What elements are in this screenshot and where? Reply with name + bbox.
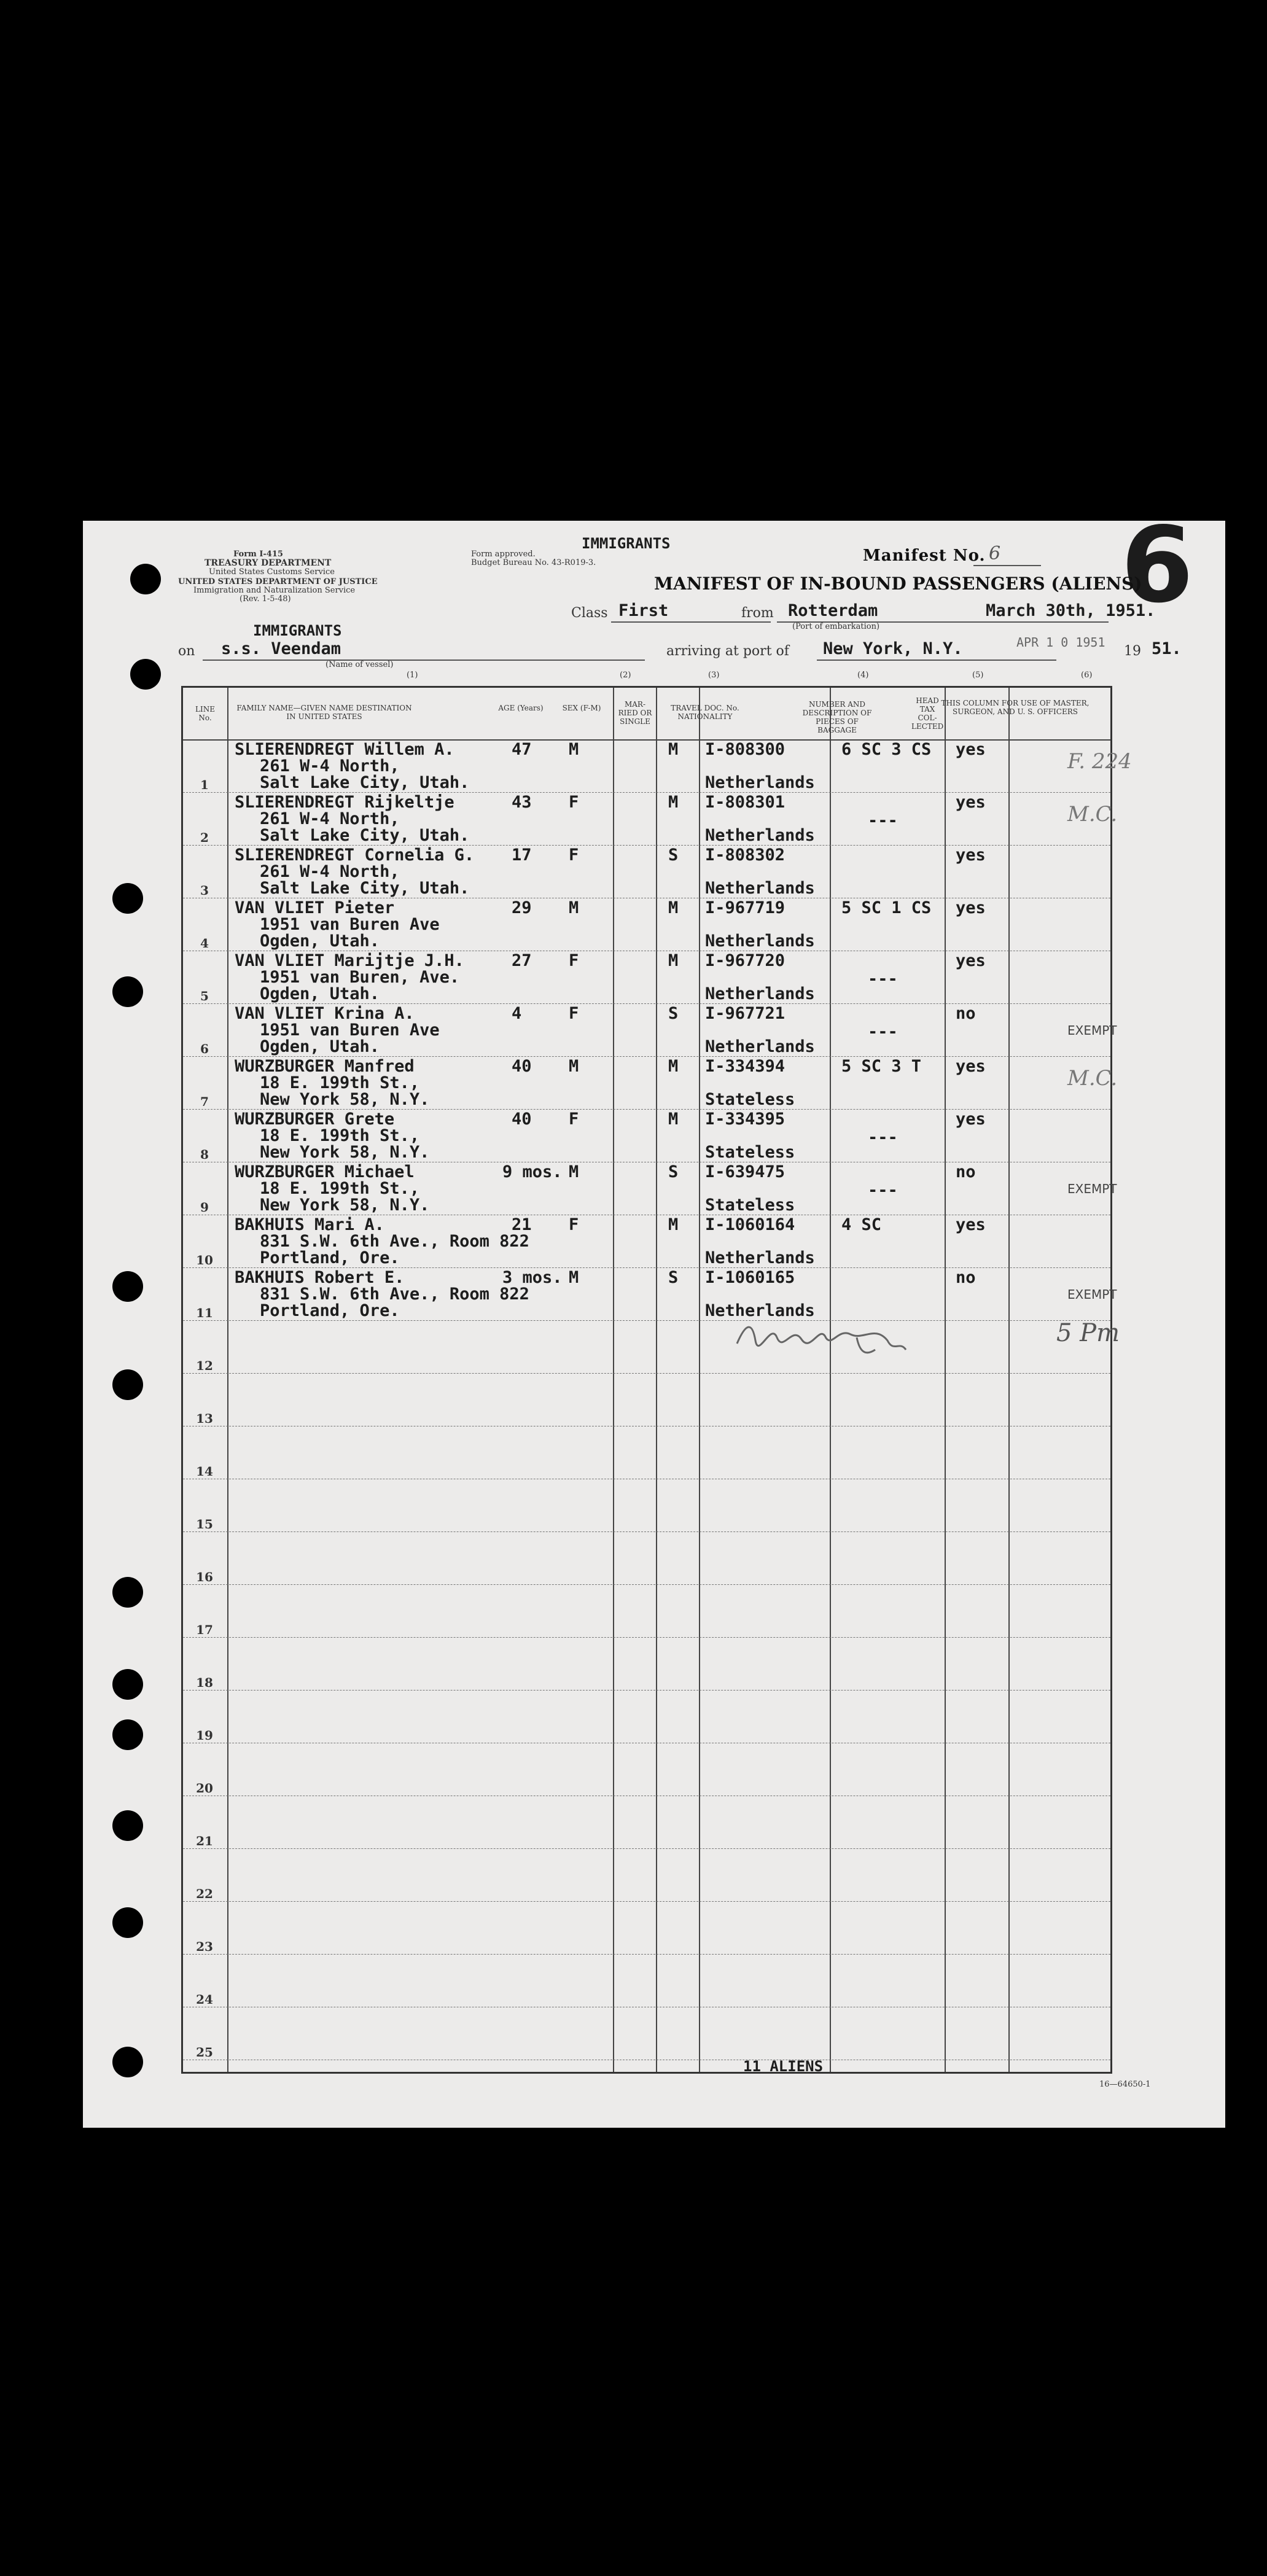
marital-status: S [668,1162,679,1181]
address-line-1: 831 S.W. 6th Ave., Room 822 [260,1285,529,1304]
immigrants-stamp-top: IMMIGRANTS [582,535,671,552]
address-line-2: New York 58, N.Y. [260,1143,430,1162]
header-officers: THIS COLUMN FOR USE OF MASTER, SURGEON, AND U. S. OFFICERS [941,699,1090,716]
address-line-1: 261 W-4 North, [260,757,400,776]
head-tax: yes [956,1215,986,1234]
address-line-2: Ogden, Utah. [260,1037,380,1056]
head-tax: yes [956,1057,986,1076]
marital-status: M [668,1215,679,1234]
address-line-1: 261 W-4 North, [260,862,400,881]
vessel-name: s.s. Veendam [221,639,341,658]
nationality: Netherlands [705,826,815,845]
from-value: Rotterdam [788,601,878,620]
header-baggage: NUMBER AND DESCRIPTION OF PIECES OF BAGGAGE [802,700,872,734]
line-number: 23 [196,1939,213,1954]
line-number: 2 [200,830,209,845]
address-line-1: 261 W-4 North, [260,809,400,828]
passenger-name: BAKHUIS Mari A. [235,1215,384,1234]
row-divider [183,1848,1110,1849]
head-tax: yes [956,951,986,970]
passenger-age: 9 mos. [502,1162,563,1181]
travel-doc-number: I-1060164 [705,1215,795,1234]
line-number: 21 [196,1834,213,1848]
marital-status: S [668,1004,679,1023]
budget-bureau: Budget Bureau No. 43-R019-3. [471,558,596,567]
total-aliens: 11 ALIENS [743,2058,824,2075]
travel-doc-number: I-334395 [705,1110,786,1129]
manifest-number: 6 [989,543,1001,564]
travel-doc-number: I-639475 [705,1162,786,1181]
head-tax: yes [956,793,986,812]
punch-hole [112,1577,143,1608]
travel-doc-number: I-967719 [705,898,786,917]
address-line-2: Portland, Ore. [260,1248,400,1267]
officer-note: M.C. [1067,802,1118,827]
head-tax: no [956,1162,976,1181]
head-tax: yes [956,898,986,917]
nationality: Stateless [705,1090,795,1109]
embarkation-note: (Port of embarkation) [792,622,880,631]
nationality: Netherlands [705,773,815,792]
row-divider [183,1531,1110,1532]
row-divider [183,1637,1110,1638]
manifest-title: MANIFEST OF IN-BOUND PASSENGERS (ALIENS) [654,574,1142,594]
manifest-label: Manifest No. [863,547,986,565]
passenger-sex: M [569,1057,579,1076]
address-line-2: Ogden, Utah. [260,984,380,1003]
line-number: 15 [196,1517,213,1531]
address-line-2: Salt Lake City, Utah. [260,826,470,845]
punch-hole [130,564,161,594]
travel-doc-number: I-1060165 [705,1268,795,1287]
punch-hole [130,659,161,690]
arriving-label: arriving at port of [666,644,789,659]
column-number-4: (4) [857,671,869,680]
passenger-sex: F [569,793,579,812]
passenger-name: SLIERENDREGT Willem A. [235,740,454,759]
row-divider [183,1954,1110,1955]
line-number: 5 [200,989,209,1003]
punch-hole [112,1271,143,1302]
header-travel-doc: TRAVEL DOC. No. NATIONALITY [671,704,739,721]
line-number: 8 [200,1147,209,1162]
address-line-1: 831 S.W. 6th Ave., Room 822 [260,1232,529,1251]
arrival-port: New York, N.Y. [823,639,963,658]
address-line-2: New York 58, N.Y. [260,1090,430,1109]
passenger-sex: F [569,1110,579,1129]
passenger-name: VAN VLIET Marijtje J.H. [235,951,464,970]
line-number: 25 [196,2045,213,2060]
column-number-2: (2) [620,671,631,680]
marital-status: M [668,1110,679,1129]
passenger-age: 4 [512,1004,522,1023]
line-number: 7 [200,1094,209,1109]
line-number: 19 [196,1728,213,1743]
baggage: --- [868,1181,898,1200]
passenger-age: 43 [512,793,532,812]
passenger-name: WURZBURGER Michael [235,1162,415,1181]
baggage: 4 SC [841,1215,882,1234]
marital-status: M [668,1057,679,1076]
year-value: 51. [1152,639,1182,658]
marital-status: M [668,951,679,970]
head-tax: no [956,1004,976,1023]
passenger-name: SLIERENDREGT Rijkeltje [235,793,454,812]
punch-hole [112,1907,143,1938]
nationality: Netherlands [705,1301,815,1320]
big-manifest-number: 6 [1121,505,1194,626]
nationality: Netherlands [705,879,815,898]
inspector-signature-time: 5 Pm [1056,1319,1120,1347]
address-line-1: 18 E. 199th St., [260,1179,420,1198]
nationality: Netherlands [705,932,815,951]
row-divider [183,1320,1110,1321]
punch-hole [112,1369,143,1400]
passenger-name: VAN VLIET Pieter [235,898,395,917]
line-number: 16 [196,1570,213,1584]
travel-doc-number: I-808301 [705,793,786,812]
address-line-2: Salt Lake City, Utah. [260,879,470,898]
address-line-2: Portland, Ore. [260,1301,400,1320]
departure-date: March 30th, 1951. [986,601,1156,620]
address-line-1: 18 E. 199th St., [260,1073,420,1092]
officer-note: EXEMPT [1067,1181,1117,1196]
punch-hole [112,1810,143,1841]
passenger-sex: F [569,1004,579,1023]
ins-service: Immigration and Naturalization Service [193,586,356,595]
head-tax: yes [956,846,986,865]
from-label: from [741,605,774,621]
header-name: FAMILY NAME—GIVEN NAME DESTINATION IN UNITED STATES [236,704,412,721]
marital-status: M [668,740,679,759]
head-tax: yes [956,1110,986,1129]
passenger-age: 3 mos. [502,1268,563,1287]
line-number: 9 [200,1200,209,1215]
nationality: Netherlands [705,1248,815,1267]
passenger-age: 40 [512,1110,532,1129]
row-divider [183,1901,1110,1902]
vessel-underline [203,660,645,661]
passenger-age: 17 [512,846,532,865]
passenger-age: 27 [512,951,532,970]
passenger-age: 21 [512,1215,532,1234]
passenger-sex: F [569,846,579,865]
customs-service: United States Customs Service [209,567,335,577]
punch-hole [112,1669,143,1700]
line-number: 12 [196,1358,213,1373]
nationality: Netherlands [705,1037,815,1056]
column-number-1: (1) [407,671,418,680]
officer-note: M.C. [1067,1066,1118,1091]
header-age: AGE (Years) [498,704,544,712]
marital-status: S [668,1268,679,1287]
passenger-sex: M [569,898,579,917]
treasury-department: TREASURY DEPARTMENT [205,558,332,568]
manifest-number-underline [973,565,1041,566]
form-code: 16—64650-1 [1099,2080,1151,2089]
address-line-2: New York 58, N.Y. [260,1196,430,1215]
class-underline [611,621,771,623]
address-line-2: Ogden, Utah. [260,932,380,951]
line-number: 22 [196,1886,213,1901]
punch-hole [112,976,143,1007]
on-label: on [178,644,195,659]
port-underline [817,660,1056,661]
address-line-1: 1951 van Buren Ave [260,1021,440,1040]
line-number: 3 [200,883,209,898]
address-line-1: 1951 van Buren, Ave. [260,968,460,987]
baggage: --- [868,970,898,989]
head-tax: yes [956,740,986,759]
passenger-age: 29 [512,898,532,917]
passenger-sex: M [569,1162,579,1181]
nationality: Netherlands [705,984,815,1003]
head-tax: no [956,1268,976,1287]
header-head-tax: HEAD TAX COL-LECTED [911,696,944,731]
line-number: 13 [196,1411,213,1426]
baggage: --- [868,811,898,830]
officer-note: EXEMPT [1067,1287,1117,1302]
travel-doc-number: I-808300 [705,740,786,759]
nationality: Stateless [705,1196,795,1215]
passenger-sex: F [569,1215,579,1234]
marital-status: S [668,846,679,865]
baggage: 5 SC 3 T [841,1057,922,1076]
header-sex: SEX (F-M) [562,704,601,712]
baggage: 5 SC 1 CS [841,898,932,917]
baggage: --- [868,1128,898,1147]
passenger-sex: M [569,740,579,759]
passenger-sex: M [569,1268,579,1287]
line-number: 18 [196,1675,213,1690]
immigrants-stamp-left: IMMIGRANTS [253,622,342,639]
address-line-1: 18 E. 199th St., [260,1126,420,1145]
header-line-no: LINE No. [195,705,215,722]
line-number: 11 [196,1306,213,1320]
line-number: 10 [196,1253,213,1267]
passenger-name: VAN VLIET Krina A. [235,1004,415,1023]
passenger-age: 47 [512,740,532,759]
address-line-2: Salt Lake City, Utah. [260,773,470,792]
passenger-name: BAKHUIS Robert E. [235,1268,405,1287]
line-number: 24 [196,1992,213,2007]
marital-status: M [668,898,679,917]
form-revision: (Rev. 1-5-48) [240,594,291,604]
inspector-signature-scrawl [734,1316,930,1359]
passenger-name: WURZBURGER Manfred [235,1057,415,1076]
class-value: First [618,601,669,620]
officer-note: F. 224 [1067,749,1132,774]
form-number: Form I-415 [233,550,283,559]
dept-justice: UNITED STATES DEPARTMENT OF JUSTICE [178,577,378,586]
nationality: Stateless [705,1143,795,1162]
column-number-5: (5) [972,671,984,680]
column-number-6: (6) [1081,671,1093,680]
punch-hole [112,883,143,914]
travel-doc-number: I-967721 [705,1004,786,1023]
officer-note: EXEMPT [1067,1023,1117,1038]
travel-doc-number: I-808302 [705,846,786,865]
line-number: 20 [196,1781,213,1796]
line-number: 17 [196,1622,213,1637]
travel-doc-number: I-334394 [705,1057,786,1076]
passenger-sex: F [569,951,579,970]
baggage: 6 SC 3 CS [841,740,932,759]
row-divider [183,1373,1110,1374]
passenger-table [181,686,1132,2074]
column-number-3: (3) [708,671,720,680]
line-number: 14 [196,1464,213,1479]
address-line-1: 1951 van Buren Ave [260,915,440,934]
travel-doc-number: I-967720 [705,951,786,970]
passenger-name: SLIERENDREGT Cornelia G. [235,846,475,865]
year-prefix: 19 [1124,644,1141,659]
form-approved: Form approved. [471,550,536,559]
passenger-age: 40 [512,1057,532,1076]
row-divider [183,1690,1110,1691]
baggage: --- [868,1022,898,1041]
header-married: MAR-RIED OR SINGLE [618,700,652,726]
marital-status: M [668,793,679,812]
row-divider [183,1584,1110,1585]
arrival-date-stamp: APR 1 0 1951 [1016,635,1105,650]
punch-hole [112,2047,143,2077]
line-number: 4 [200,936,209,951]
manifest-page [83,505,1225,2128]
vessel-note: (Name of vessel) [326,660,394,669]
class-label: Class [571,605,608,621]
punch-hole [112,1719,143,1750]
passenger-name: WURZBURGER Grete [235,1110,395,1129]
line-number: 6 [200,1041,209,1056]
line-number: 1 [200,777,209,792]
